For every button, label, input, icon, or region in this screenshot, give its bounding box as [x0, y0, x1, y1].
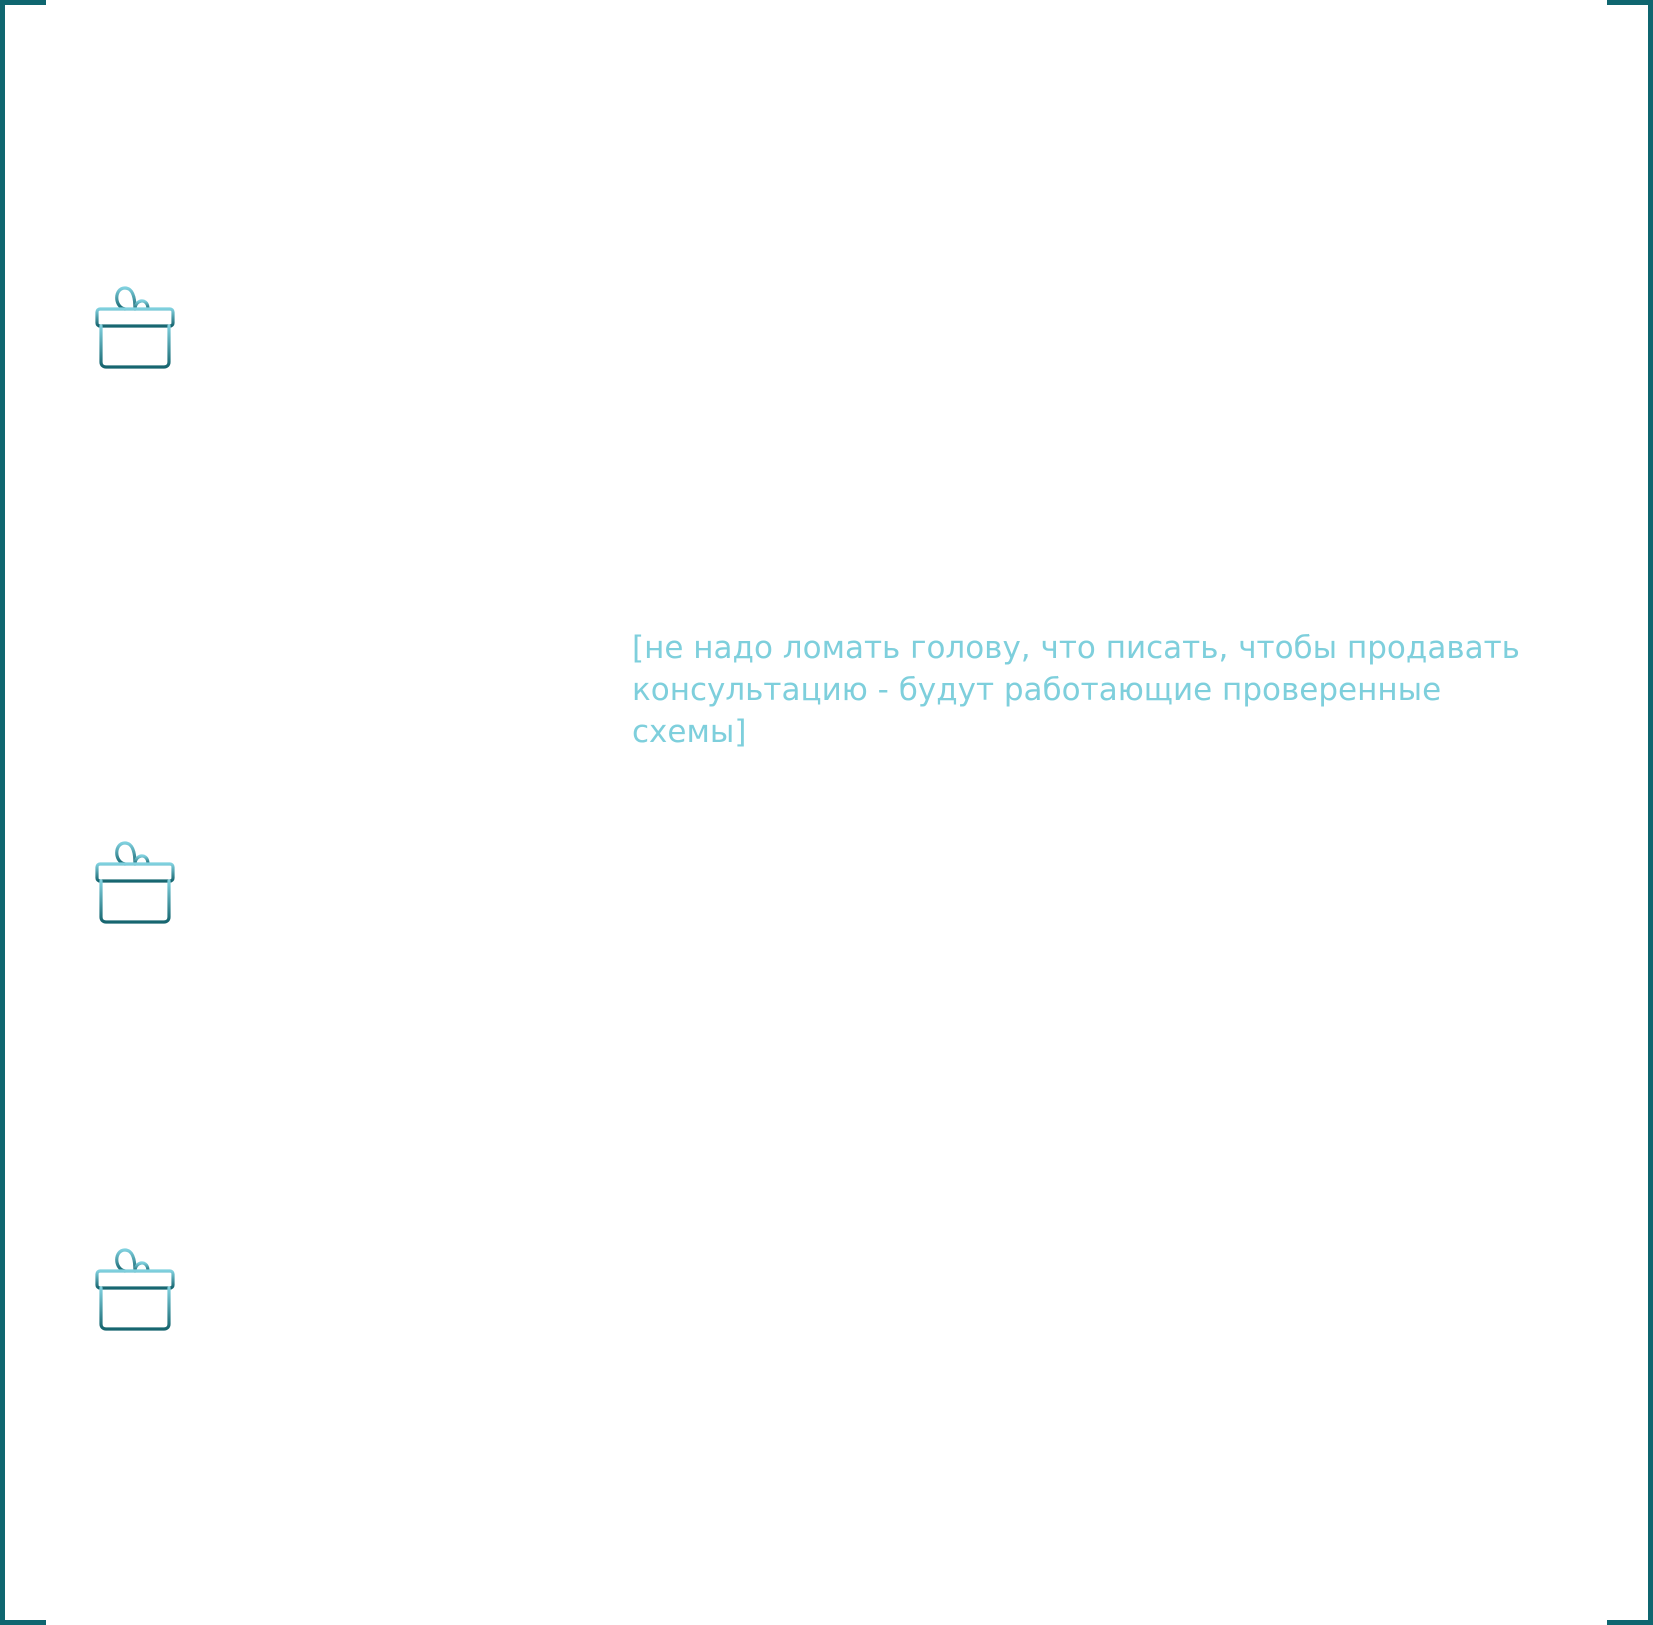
frame-corner-bottom-left — [0, 1620, 46, 1625]
frame-corner-top-right — [1607, 0, 1653, 5]
frame-corner-top-left — [0, 0, 46, 5]
bracketed-note-text: [не надо ломать голову, что писать, чтобы продавать консультацию - будут работающие проверенные схемы] — [632, 630, 1520, 750]
frame-left-line — [0, 0, 5, 1625]
gift-icon — [94, 840, 178, 926]
frame-right-line — [1648, 0, 1653, 1625]
frame-corner-bottom-right — [1607, 1620, 1653, 1625]
gift-icon — [94, 285, 178, 371]
gift-icon — [94, 1247, 178, 1333]
